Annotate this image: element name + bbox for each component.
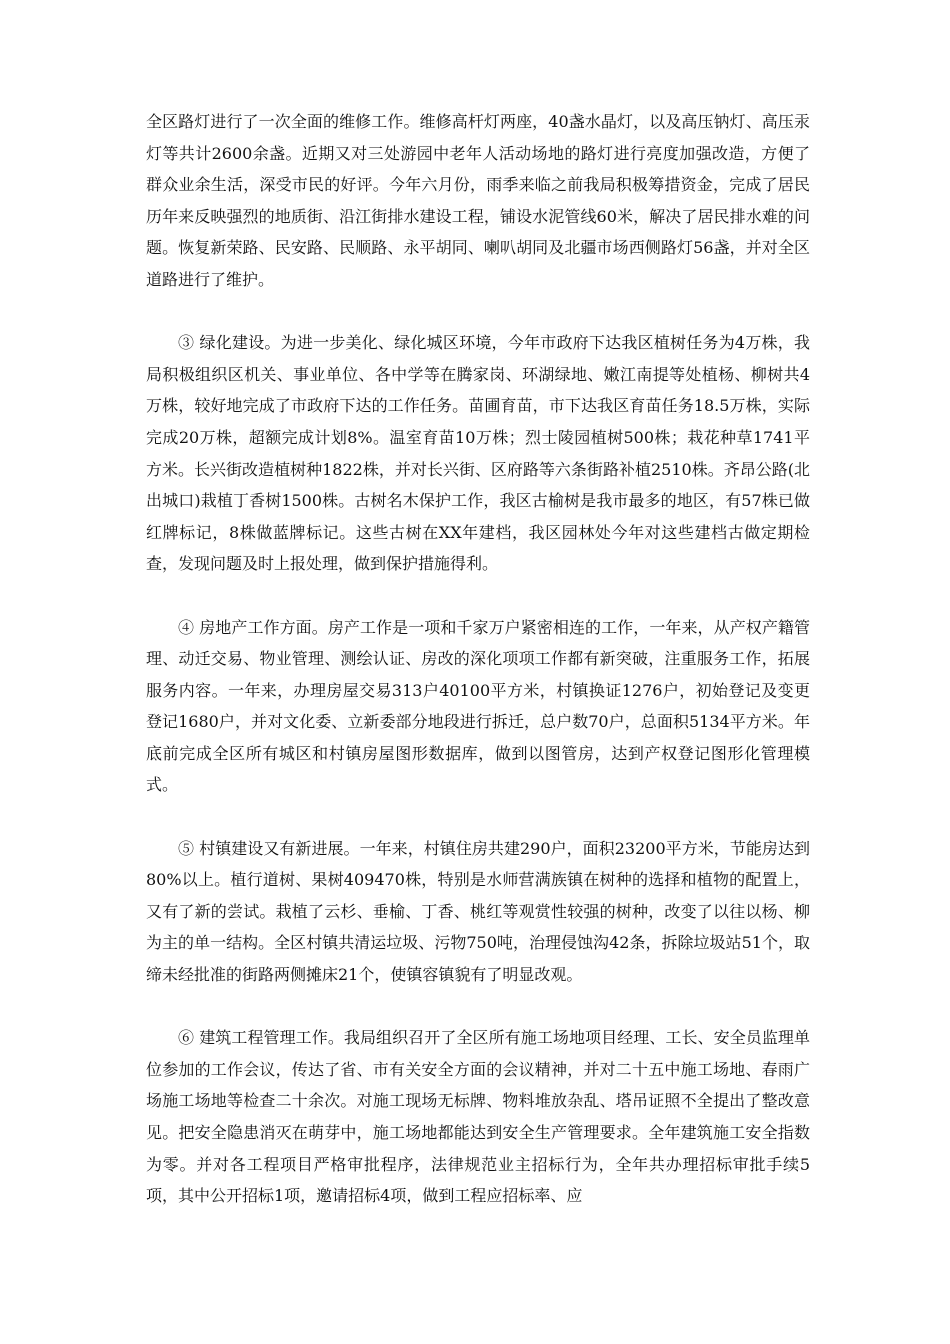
paragraph-real-estate: ④ 房地产工作方面。房产工作是一项和千家万户紧密相连的工作，一年来，从产权产籍管理、动迁交易、物业管理、测绘认证、房改的深化项项工作都有新突破，注重服务工作，拓展服务内容。一年来，办理房屋交易313户40100平方米，村镇换证1276户，初始登记及变更登记1680户，并对文化委、立新委部分地段进行拆迁，总户数70户，总面积5134平方米。年底前完成全区所有城区和村镇房屋图形数据库，做到以图管房，达到产权登记图形化管理模式。 — [146, 617, 810, 795]
document-page — [146, 106, 810, 1243]
paragraph-construction-management: ⑥ 建筑工程管理工作。我局组织召开了全区所有施工场地项目经理、工长、安全员监理单位参加的工作会议，传达了省、市有关安全方面的会议精神，并对二十五中施工场地、春雨广场施工场地等检查二十余次。对施工现场无标牌、物料堆放杂乱、塔吊证照不全提出了整改意见。把安全隐患消灭在萌芽中，施工场地都能达到安全生产管理要求。全年建筑施工安全指数为零。并对各工程项目严格审批程序，法律规范业主招标行为，全年共办理招标审批手续5项，其中公开招标1项，邀请招标4项，做到工程应招标率、应 — [146, 1028, 810, 1206]
paragraph-street-lights: 全区路灯进行了一次全面的维修工作。维修高杆灯两座，40盏水晶灯，以及高压钠灯、高压汞灯等共计2600余盏。近期又对三处游园中老年人活动场地的路灯进行亮度加强改造，方便了群众业余生活，深受市民的好评。今年六月份，雨季来临之前我局积极筹措资金，完成了居民历年来反映强烈的地质街、沿江街排水建设工程，铺设水泥管线60米，解决了居民排水难的问题。恢复新荣路、民安路、民顺路、永平胡同、喇叭胡同及北疆市场西侧路灯56盏，并对全区道路进行了维护。 — [146, 112, 810, 289]
paragraph-greening: ③ 绿化建设。为进一步美化、绿化城区环境，今年市政府下达我区植树任务为4万株，我局积极组织区机关、事业单位、各中学等在腾家岗、环湖绿地、嫩江南提等处植杨、柳树共4万株，较好地完成了市政府下达的工作任务。苗圃育苗，市下达我区育苗任务18.5万株，实际完成20万株，超额完成计划8%。温室育苗10万株；烈士陵园植树500株；栽花种草1741平方米。长兴街改造植树种1822株，并对长兴街、区府路等六条街路补植2510株。齐昂公路(北出城口)栽植丁香树1500株。古树名木保护工作，我区古榆树是我市最多的地区，有57株已做红牌标记，8株做蓝牌标记。这些古树在XX年建档，我区园林处今年对这些建档古做定期检查，发现问题及时上报处理，做到保护措施得利。 — [146, 333, 810, 574]
paragraph-village-construction: ⑤ 村镇建设又有新进展。一年来，村镇住房共建290户，面积23200平方米，节能房达到80%以上。植行道树、果树409470株，特别是水师营满族镇在树种的选择和植物的配置上，又有了新的尝试。栽植了云杉、垂榆、丁香、桃红等观赏性较强的树种，改变了以往以杨、柳为主的单一结构。全区村镇共清运垃圾、污物750吨，治理侵蚀沟42条，拆除垃圾站51个，取缔未经批准的街路两侧摊床21个，使镇容镇貌有了明显改观。 — [146, 838, 810, 985]
